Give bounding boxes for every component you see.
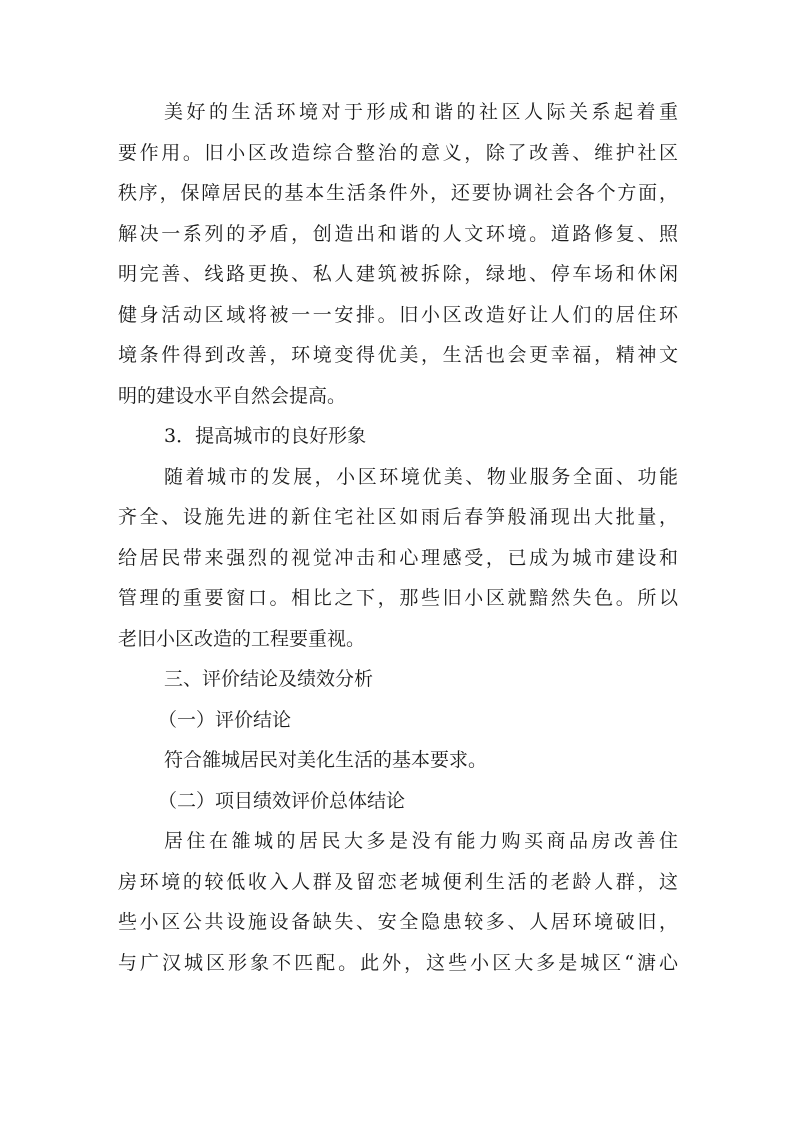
section-heading-evaluation: 三、评价结论及绩效分析 — [164, 668, 374, 690]
paragraph-line: 解决一系列的矛盾，创造出和谐的人文环境。道路修复、照 — [118, 222, 678, 245]
paragraph-line: 房环境的较低收入人群及留恋老城便利生活的老龄人群，这 — [118, 870, 678, 893]
paragraph-line: 与广汉城区形象不匹配。此外，这些小区大多是城区“溏心 — [118, 951, 678, 974]
paragraph-line: 齐全、设施先进的新住宅社区如雨后春笋般涌现出大批量， — [118, 506, 678, 528]
paragraph-line: 明的建设水平自然会提高。 — [118, 384, 347, 407]
paragraph-line: 明完善、线路更换、私人建筑被拆除，绿地、停车场和休闲 — [118, 263, 678, 285]
paragraph-line: 美好的生活环境对于形成和谐的社区人际关系起着重 — [164, 101, 678, 123]
section-heading-3: 3．提高城市的良好形象 — [164, 425, 367, 447]
paragraph-line: 健身活动区域将被一一安排。旧小区改造好让人们的居住环 — [118, 303, 678, 326]
paragraph-line: 老旧小区改造的工程要重视。 — [118, 627, 366, 650]
paragraph-line: 居住在雒城的居民大多是没有能力购买商品房改善住 — [164, 830, 678, 852]
paragraph-line: 给居民带来强烈的视觉冲击和心理感受，已成为城市建设和 — [118, 546, 678, 569]
document-body — [118, 92, 678, 983]
paragraph-line: 符合雒城居民对美化生活的基本要求。 — [164, 749, 488, 771]
paragraph-line: 秩序，保障居民的基本生活条件外，还要协调社会各个方面， — [118, 182, 678, 204]
subsection-heading-overall: （二）项目绩效评价总体结论 — [158, 789, 406, 812]
paragraph-line: 境条件得到改善，环境变得优美，生活也会更幸福，精神文 — [118, 344, 678, 366]
paragraph-line: 随着城市的发展，小区环境优美、物业服务全面、功能 — [164, 465, 678, 488]
subsection-heading-conclusion: （一）评价结论 — [158, 708, 292, 731]
paragraph-line: 些小区公共设施设备缺失、安全隐患较多、人居环境破旧， — [118, 911, 678, 933]
paragraph-line: 管理的重要窗口。相比之下，那些旧小区就黯然失色。所以 — [118, 587, 678, 609]
paragraph-line: 要作用。旧小区改造综合整治的意义，除了改善、维护社区 — [118, 141, 678, 164]
